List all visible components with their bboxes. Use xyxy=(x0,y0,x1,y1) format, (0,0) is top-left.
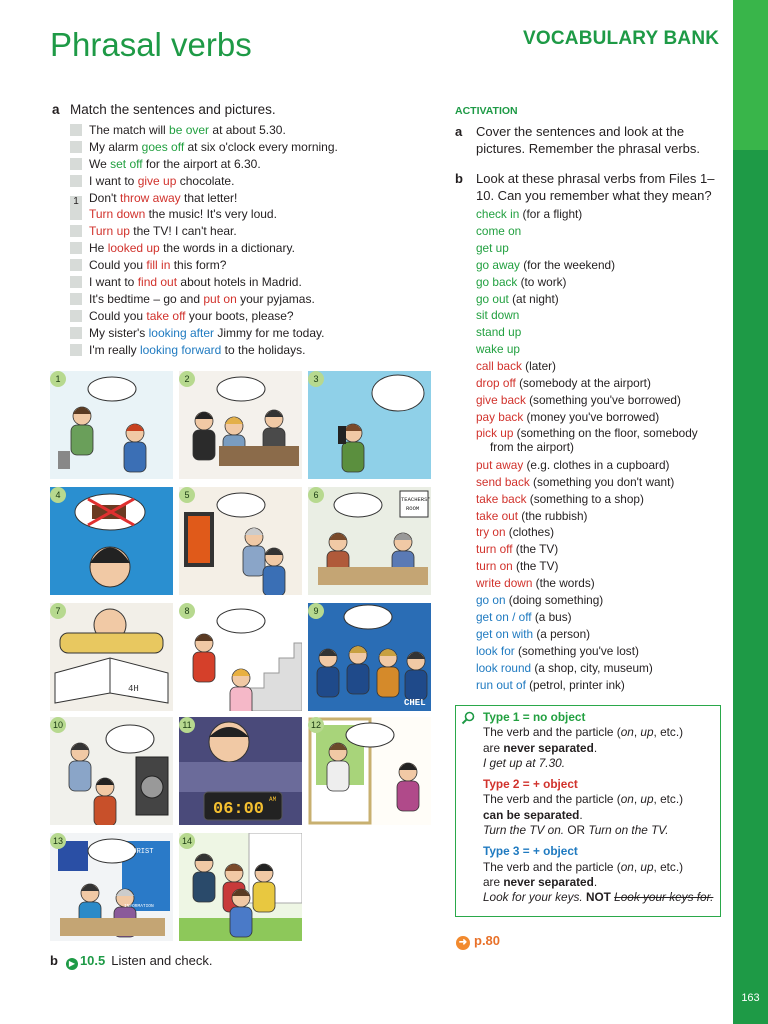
sentence-row xyxy=(70,156,338,173)
activation-b xyxy=(455,170,730,204)
sentence-text: The match will xyxy=(89,123,170,137)
phrasal-item xyxy=(476,491,731,508)
page-reference[interactable] xyxy=(456,933,500,950)
type-3-example: Look for your keys. NOT Look your keys for. xyxy=(483,890,714,905)
phrasal-verb: go on xyxy=(476,593,506,608)
answer-box[interactable] xyxy=(70,242,82,254)
phrasal-verb: turn on xyxy=(476,559,513,574)
illustration-office xyxy=(179,371,302,479)
phrasal-meaning: (later) xyxy=(521,359,556,374)
phrasal-verb: pay back xyxy=(476,409,524,424)
section-b-label: b xyxy=(50,953,58,968)
phrasal-item xyxy=(476,660,731,677)
sentence-text: Could you xyxy=(89,308,147,323)
phrasal-verb: be over xyxy=(169,123,210,137)
sentence-list xyxy=(70,122,338,358)
phrasal-item xyxy=(476,375,731,392)
phrasal-item xyxy=(476,324,731,341)
picture-number: 4 xyxy=(50,487,66,503)
picture-5 xyxy=(179,487,302,595)
side-bar-top xyxy=(733,0,768,150)
phrasal-verb: wake up xyxy=(476,342,520,357)
phrasal-meaning: (the TV) xyxy=(512,542,559,557)
phrasal-item xyxy=(476,206,731,223)
phrasal-meaning: (the words) xyxy=(532,576,595,591)
illustration-tourist xyxy=(50,833,173,941)
phrasal-meaning: (a shop, city, museum) xyxy=(531,660,653,675)
phrasal-verb: Turn down xyxy=(89,207,146,222)
answer-box[interactable] xyxy=(70,293,82,305)
section-b-instruction xyxy=(50,953,212,970)
sentence-row xyxy=(70,122,338,139)
sentence-row xyxy=(70,325,338,342)
phrasal-item xyxy=(476,409,731,426)
illustration-stairs xyxy=(179,603,302,711)
phrasal-item xyxy=(476,223,731,240)
picture-10 xyxy=(50,717,173,825)
phrasal-verb: get on with xyxy=(476,626,534,641)
phrasal-meaning: (clothes) xyxy=(505,525,555,540)
phrasal-item xyxy=(476,558,731,575)
dictionary-page-label: 4H xyxy=(128,684,139,694)
type-3-block xyxy=(483,844,717,905)
illustration-door xyxy=(308,717,431,825)
answer-box[interactable] xyxy=(70,124,82,136)
phrasal-meaning-cont: from the airport) xyxy=(490,440,574,455)
picture-number: 3 xyxy=(308,371,324,387)
phrasal-verb: take out xyxy=(476,508,518,523)
answer-box[interactable] xyxy=(70,225,82,237)
phrasal-meaning: (at night) xyxy=(508,291,559,306)
sentence-row xyxy=(70,173,338,190)
sentence-text: Jimmy for me today. xyxy=(214,325,325,340)
illustration-alarm xyxy=(179,717,302,825)
sentence-row xyxy=(70,274,338,291)
answer-box[interactable] xyxy=(70,310,82,322)
phrasal-verb-list xyxy=(476,206,731,693)
phrasal-item xyxy=(476,626,731,643)
picture-number: 5 xyxy=(179,487,195,503)
sentence-text: chocolate. xyxy=(176,173,235,188)
phrasal-meaning: (a bus) xyxy=(531,609,572,624)
sentence-text: this form? xyxy=(170,258,227,273)
sentence-text: that letter! xyxy=(180,190,238,205)
picture-number: 10 xyxy=(50,717,66,733)
phrasal-verb: pick up xyxy=(476,425,514,440)
side-color-bar xyxy=(733,0,768,1024)
illustration-chocolate xyxy=(50,487,173,595)
sentence-row xyxy=(70,257,338,274)
phrasal-verb: throw away xyxy=(119,190,181,205)
vocabulary-bank-heading: VOCABULARY BANK xyxy=(523,28,720,49)
answer-box[interactable]: 1 xyxy=(70,196,82,208)
phrasal-verb: set off xyxy=(110,156,143,171)
teachers-room-sign-1: TEACHERS' xyxy=(401,496,431,503)
phrasal-verb: stand up xyxy=(476,325,522,340)
phrasal-verb: Turn up xyxy=(89,224,130,239)
alarm-clock-display: 06:00 xyxy=(213,800,265,819)
picture-12 xyxy=(308,717,431,825)
sentence-text: I want to xyxy=(89,173,138,188)
picture-number: 11 xyxy=(179,717,195,733)
answer-box[interactable] xyxy=(70,175,82,187)
phrasal-meaning: (to work) xyxy=(517,274,567,289)
picture-4 xyxy=(50,487,173,595)
sentence-text: for the airport at 6.30. xyxy=(142,156,261,171)
illustration-phone xyxy=(308,371,431,479)
activation-b-text: Look at these phrasal verbs from Files 1–10. Can you remember what they mean? xyxy=(476,171,715,203)
sentence-text: to the holidays. xyxy=(221,342,306,357)
phrasal-verb: look round xyxy=(476,660,532,675)
type-1-title: Type 1 = no object xyxy=(483,710,586,724)
picture-number: 8 xyxy=(179,603,195,619)
phrasal-verb: turn off xyxy=(476,542,513,557)
picture-9 xyxy=(308,603,431,711)
illustration-teachers xyxy=(308,487,431,595)
picture-8 xyxy=(179,603,302,711)
phrasal-item xyxy=(476,358,731,375)
phrasal-verb: sit down xyxy=(476,308,520,323)
sentence-row xyxy=(70,342,338,359)
picture-11 xyxy=(179,717,302,825)
phrasal-verb: looking forward xyxy=(139,342,222,357)
picture-number: 12 xyxy=(308,717,324,733)
picture-number: 1 xyxy=(50,371,66,387)
phrasal-item xyxy=(476,291,731,308)
type-2-rule-2: can be separated. xyxy=(483,807,583,822)
activation-heading: ACTIVATION xyxy=(455,105,518,117)
phrasal-item xyxy=(476,508,731,525)
phrasal-verb: give back xyxy=(476,392,526,407)
scarf-label: CHEL xyxy=(404,698,426,708)
answer-box[interactable] xyxy=(70,158,82,170)
sentence-text: at six o'clock every morning. xyxy=(184,139,338,154)
sentence-text: My sister's xyxy=(89,325,149,340)
phrasal-verb: put on xyxy=(203,291,237,306)
phrasal-meaning: (something you've lost) xyxy=(514,643,639,658)
phrasal-verb: go away xyxy=(476,257,520,272)
picture-7 xyxy=(50,603,173,711)
phrasal-item xyxy=(476,575,731,592)
type-1-example: I get up at 7.30. xyxy=(483,755,565,770)
page-number: 163 xyxy=(741,992,760,1004)
type-2-example: Turn the TV on. OR Turn on the TV. xyxy=(483,823,669,838)
activation-a xyxy=(455,123,730,157)
sentence-text: I want to xyxy=(89,275,138,290)
phrasal-item xyxy=(476,274,731,291)
picture-1 xyxy=(50,371,173,479)
picture-13 xyxy=(50,833,173,941)
illustration-crowd xyxy=(308,603,431,711)
illustration-bin xyxy=(50,371,173,479)
sentence-text: I'm really xyxy=(89,342,140,357)
phrasal-verb: take off xyxy=(146,308,186,323)
sentence-text: about hotels in Madrid. xyxy=(177,275,302,290)
audio-icon[interactable]: ▶ xyxy=(66,958,78,970)
phrasal-item xyxy=(476,392,731,409)
sentence-text: your boots, please? xyxy=(185,308,294,323)
illustration-family xyxy=(179,833,302,941)
activation-a-text: Cover the sentences and look at the pictures. Remember the phrasal verbs. xyxy=(476,124,700,156)
sentence-text: at about 5.30. xyxy=(209,123,286,137)
sentence-text: your pyjamas. xyxy=(236,291,315,306)
sentence-text: It's bedtime – go and xyxy=(89,291,204,306)
phrasal-meaning: (something on the floor, somebody xyxy=(513,425,698,440)
sentence-text: Don't xyxy=(89,190,120,205)
picture-2 xyxy=(179,371,302,479)
answer-box[interactable] xyxy=(70,327,82,339)
picture-3 xyxy=(308,371,431,479)
sentence-row xyxy=(70,308,338,325)
grammar-box xyxy=(455,705,721,917)
phrasal-meaning: (the TV) xyxy=(512,559,559,574)
sentence-row xyxy=(70,223,338,240)
type-3-rule-2: are never separated. xyxy=(483,874,598,889)
sentence-text: the words in a dictionary. xyxy=(159,241,295,256)
phrasal-item xyxy=(476,541,731,558)
phrasal-verb: find out xyxy=(137,275,178,290)
answer-box[interactable] xyxy=(70,276,82,288)
phrasal-verb: check in xyxy=(476,207,520,221)
section-b-text: Listen and check. xyxy=(111,953,213,968)
phrasal-meaning: (a person) xyxy=(533,626,591,641)
picture-6 xyxy=(308,487,431,595)
answer-box[interactable] xyxy=(70,208,82,220)
page-title: Phrasal verbs xyxy=(50,26,252,63)
phrasal-item xyxy=(476,426,731,457)
sentence-text: He xyxy=(89,241,108,256)
picture-number: 13 xyxy=(50,833,66,849)
phrasal-verb: give up xyxy=(137,173,177,188)
phrasal-verb: send back xyxy=(476,474,530,489)
phrasal-verb: take back xyxy=(476,491,527,506)
sentence-text: the music! It's very loud. xyxy=(145,207,277,222)
sentence-row xyxy=(70,240,338,257)
page-reference-text: p.80 xyxy=(474,933,501,948)
phrasal-meaning: (something you don't want) xyxy=(529,474,675,489)
phrasal-meaning: (petrol, printer ink) xyxy=(525,677,625,692)
phrasal-meaning: (somebody at the airport) xyxy=(515,376,651,391)
section-a-text: Match the sentences and pictures. xyxy=(70,102,276,117)
arrow-right-icon: ➜ xyxy=(456,936,470,950)
phrasal-verb: run out of xyxy=(476,677,526,692)
phrasal-item xyxy=(476,257,731,274)
phrasal-item xyxy=(476,643,731,660)
answer-box[interactable] xyxy=(70,141,82,153)
picture-number: 9 xyxy=(308,603,324,619)
phrasal-item xyxy=(476,677,731,694)
phrasal-verb: looked up xyxy=(107,241,160,256)
sentence-text: My alarm xyxy=(89,139,142,154)
sentence-row xyxy=(70,291,338,308)
phrasal-verb: get on / off xyxy=(476,609,532,624)
sentence-row xyxy=(70,139,338,156)
phrasal-verb: come on xyxy=(476,223,522,238)
phrasal-verb: try on xyxy=(476,525,506,540)
type-1-rule: The verb and the particle (on, up, etc.) xyxy=(483,725,684,740)
alarm-am-label: AM xyxy=(269,796,277,803)
teachers-room-sign-2: ROOM xyxy=(406,505,420,512)
tourist-sign: TOURIST xyxy=(124,848,154,856)
phrasal-verb: go back xyxy=(476,274,518,289)
type-3-title: Type 3 = + object xyxy=(483,844,578,859)
type-1-block xyxy=(483,710,717,771)
type-2-rule: The verb and the particle (on, up, etc.) xyxy=(483,792,684,807)
section-a-label: a xyxy=(52,102,60,117)
activation-b-label: b xyxy=(455,171,463,186)
sentence-text: Could you xyxy=(89,258,147,273)
search-icon xyxy=(461,711,475,725)
phrasal-verb: goes off xyxy=(141,139,185,154)
phrasal-verb: looking after xyxy=(148,325,214,340)
phrasal-item xyxy=(476,474,731,491)
phrasal-verb: fill in xyxy=(146,258,171,273)
sentence-row xyxy=(70,206,338,223)
answer-box[interactable] xyxy=(70,259,82,271)
phrasal-verb: write down xyxy=(476,576,533,591)
phrasal-item xyxy=(476,524,731,541)
phrasal-verb: drop off xyxy=(476,376,516,391)
picture-14 xyxy=(179,833,302,941)
illustration-speaker xyxy=(50,717,173,825)
type-2-block xyxy=(483,777,717,838)
phrasal-item xyxy=(476,240,731,257)
phrasal-meaning: (money you've borrowed) xyxy=(523,409,660,424)
phrasal-item xyxy=(476,592,731,609)
picture-number: 2 xyxy=(179,371,195,387)
phrasal-item xyxy=(476,457,731,474)
activation-a-label: a xyxy=(455,124,463,139)
type-3-rule: The verb and the particle (on, up, etc.) xyxy=(483,859,684,874)
sentence-row xyxy=(70,190,338,207)
phrasal-item xyxy=(476,341,731,358)
picture-number: 6 xyxy=(308,487,324,503)
picture-number: 14 xyxy=(179,833,195,849)
picture-number: 7 xyxy=(50,603,66,619)
phrasal-meaning: (something to a shop) xyxy=(526,491,644,506)
information-sign: INFORMATION xyxy=(124,904,154,909)
sentence-text: We xyxy=(89,156,111,171)
phrasal-meaning: (doing something) xyxy=(505,593,604,608)
phrasal-meaning: (for the weekend) xyxy=(519,257,616,272)
phrasal-meaning: (something you've borrowed) xyxy=(525,392,681,407)
sentence-text: the TV! I can't hear. xyxy=(129,224,237,239)
phrasal-verb: call back xyxy=(476,359,522,374)
audio-track-code: 10.5 xyxy=(79,953,106,968)
illustration-tv xyxy=(179,487,302,595)
section-a-instruction xyxy=(52,102,276,117)
phrasal-verb: go out xyxy=(476,291,509,306)
type-1-rule-2: are never separated. xyxy=(483,740,598,755)
phrasal-verb: put away xyxy=(476,457,524,472)
phrasal-verb: look for xyxy=(476,643,515,658)
phrasal-meaning: (the rubbish) xyxy=(517,508,588,523)
phrasal-verb: get up xyxy=(476,240,509,255)
illustration-dictionary xyxy=(50,603,173,711)
phrasal-meaning: (for a flight) xyxy=(519,207,583,221)
answer-box[interactable] xyxy=(70,344,82,356)
type-2-title: Type 2 = + object xyxy=(483,777,578,792)
phrasal-meaning: (e.g. clothes in a cupboard) xyxy=(523,457,670,472)
phrasal-item xyxy=(476,609,731,626)
phrasal-item xyxy=(476,307,731,324)
